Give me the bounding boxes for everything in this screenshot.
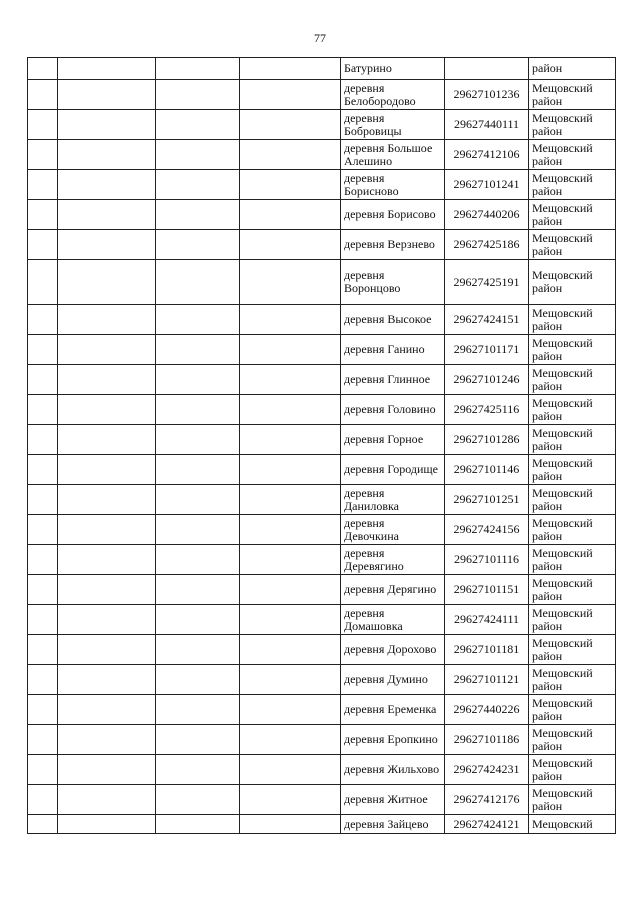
empty-cell [58, 80, 156, 110]
empty-cell [58, 605, 156, 635]
empty-cell [58, 575, 156, 605]
empty-cell [156, 80, 240, 110]
empty-cell [240, 635, 341, 665]
empty-cell [28, 815, 58, 834]
table-row [28, 200, 616, 230]
district-cell: Мещовский район [529, 110, 616, 140]
table-row [28, 58, 616, 80]
empty-cell [58, 425, 156, 455]
empty-cell [156, 305, 240, 335]
table-row [28, 635, 616, 665]
settlement-name-cell: деревня Домашовка [341, 605, 445, 635]
empty-cell [240, 725, 341, 755]
empty-cell [156, 200, 240, 230]
table-row [28, 695, 616, 725]
district-cell: Мещовский район [529, 140, 616, 170]
settlement-name-cell: деревня Большое Алешино [341, 140, 445, 170]
empty-cell [28, 605, 58, 635]
empty-cell [156, 545, 240, 575]
oktmo-code-cell: 29627101121 [445, 665, 529, 695]
empty-cell [240, 140, 341, 170]
oktmo-code-cell: 29627101116 [445, 545, 529, 575]
settlement-name-cell: деревня Борисово [341, 200, 445, 230]
empty-cell [58, 815, 156, 834]
empty-cell [28, 545, 58, 575]
empty-cell [156, 230, 240, 260]
settlement-name-cell: деревня Деревягино [341, 545, 445, 575]
empty-cell [240, 755, 341, 785]
district-cell: Мещовский район [529, 425, 616, 455]
settlement-name-cell: деревня Городище [341, 455, 445, 485]
oktmo-code-cell: 29627101146 [445, 455, 529, 485]
district-cell: Мещовский район [529, 455, 616, 485]
empty-cell [156, 815, 240, 834]
empty-cell [28, 260, 58, 305]
settlement-name-cell: деревня Ганино [341, 335, 445, 365]
empty-cell [28, 230, 58, 260]
district-cell: Мещовский район [529, 575, 616, 605]
oktmo-code-cell: 29627101186 [445, 725, 529, 755]
empty-cell [156, 58, 240, 80]
table-row [28, 815, 616, 834]
table-body [28, 58, 616, 834]
empty-cell [240, 260, 341, 305]
settlement-name-cell: деревня Высокое [341, 305, 445, 335]
empty-cell [156, 335, 240, 365]
oktmo-code-cell: 29627424111 [445, 605, 529, 635]
table-row [28, 140, 616, 170]
empty-cell [156, 140, 240, 170]
district-cell: Мещовский район [529, 395, 616, 425]
oktmo-code-cell: 29627425116 [445, 395, 529, 425]
empty-cell [58, 58, 156, 80]
table-row [28, 395, 616, 425]
empty-cell [58, 110, 156, 140]
empty-cell [58, 485, 156, 515]
oktmo-code-cell [445, 58, 529, 80]
district-cell: Мещовский район [529, 365, 616, 395]
district-cell: Мещовский район [529, 260, 616, 305]
empty-cell [28, 725, 58, 755]
empty-cell [240, 58, 341, 80]
settlement-name-cell: деревня Верзнево [341, 230, 445, 260]
empty-cell [28, 140, 58, 170]
empty-cell [28, 635, 58, 665]
empty-cell [28, 515, 58, 545]
empty-cell [58, 305, 156, 335]
settlement-name-cell: деревня Зайцево [341, 815, 445, 834]
district-cell: Мещовский район [529, 515, 616, 545]
empty-cell [156, 425, 240, 455]
district-cell: Мещовский район [529, 605, 616, 635]
empty-cell [58, 230, 156, 260]
table-row [28, 575, 616, 605]
settlement-name-cell: деревня Еропкино [341, 725, 445, 755]
district-cell: Мещовский район [529, 635, 616, 665]
empty-cell [28, 755, 58, 785]
empty-cell [156, 605, 240, 635]
oktmo-code-cell: 29627101246 [445, 365, 529, 395]
empty-cell [156, 515, 240, 545]
district-cell: Мещовский район [529, 785, 616, 815]
empty-cell [240, 365, 341, 395]
settlement-table [27, 57, 616, 834]
oktmo-code-cell: 29627101151 [445, 575, 529, 605]
empty-cell [28, 395, 58, 425]
empty-cell [58, 515, 156, 545]
empty-cell [58, 635, 156, 665]
empty-cell [240, 665, 341, 695]
table-row [28, 170, 616, 200]
empty-cell [58, 545, 156, 575]
table-row [28, 665, 616, 695]
empty-cell [156, 665, 240, 695]
oktmo-code-cell: 29627440226 [445, 695, 529, 725]
settlement-name-cell: деревня Воронцово [341, 260, 445, 305]
oktmo-code-cell: 29627101251 [445, 485, 529, 515]
oktmo-code-cell: 29627412176 [445, 785, 529, 815]
oktmo-code-cell: 29627424121 [445, 815, 529, 834]
empty-cell [58, 335, 156, 365]
empty-cell [240, 80, 341, 110]
oktmo-code-cell: 29627101181 [445, 635, 529, 665]
district-cell: Мещовский район [529, 200, 616, 230]
table-row [28, 605, 616, 635]
table-row [28, 230, 616, 260]
district-cell: Мещовский район [529, 485, 616, 515]
empty-cell [58, 665, 156, 695]
settlement-name-cell: деревня Житное [341, 785, 445, 815]
empty-cell [58, 365, 156, 395]
district-cell: район [529, 58, 616, 80]
settlement-name-cell: деревня Белобородово [341, 80, 445, 110]
settlement-name-cell: деревня Жильхово [341, 755, 445, 785]
empty-cell [28, 80, 58, 110]
empty-cell [156, 755, 240, 785]
table-row [28, 110, 616, 140]
empty-cell [240, 335, 341, 365]
district-cell: Мещовский район [529, 335, 616, 365]
oktmo-code-cell: 29627424151 [445, 305, 529, 335]
oktmo-code-cell: 29627101286 [445, 425, 529, 455]
settlement-name-cell: деревня Головино [341, 395, 445, 425]
settlement-name-cell: деревня Бобровицы [341, 110, 445, 140]
empty-cell [28, 785, 58, 815]
district-cell: Мещовский район [529, 545, 616, 575]
settlement-name-cell: деревня Дерягино [341, 575, 445, 605]
empty-cell [240, 230, 341, 260]
table-row [28, 260, 616, 305]
empty-cell [58, 260, 156, 305]
oktmo-code-cell: 29627424156 [445, 515, 529, 545]
empty-cell [240, 695, 341, 725]
settlement-name-cell: деревня Борисново [341, 170, 445, 200]
empty-cell [28, 695, 58, 725]
empty-cell [156, 575, 240, 605]
empty-cell [58, 455, 156, 485]
empty-cell [240, 425, 341, 455]
table-row [28, 365, 616, 395]
empty-cell [58, 395, 156, 425]
oktmo-code-cell: 29627440111 [445, 110, 529, 140]
empty-cell [28, 110, 58, 140]
empty-cell [240, 545, 341, 575]
district-cell: Мещовский район [529, 230, 616, 260]
empty-cell [58, 695, 156, 725]
empty-cell [28, 305, 58, 335]
empty-cell [156, 695, 240, 725]
empty-cell [28, 425, 58, 455]
empty-cell [156, 725, 240, 755]
table-row [28, 305, 616, 335]
empty-cell [156, 485, 240, 515]
empty-cell [240, 575, 341, 605]
empty-cell [240, 170, 341, 200]
empty-cell [58, 200, 156, 230]
empty-cell [28, 485, 58, 515]
empty-cell [58, 725, 156, 755]
settlement-name-cell: деревня Дорохово [341, 635, 445, 665]
district-cell: Мещовский район [529, 80, 616, 110]
district-cell: Мещовский район [529, 755, 616, 785]
settlement-name-cell: деревня Даниловка [341, 485, 445, 515]
table-row [28, 545, 616, 575]
empty-cell [240, 395, 341, 425]
empty-cell [28, 365, 58, 395]
empty-cell [240, 305, 341, 335]
table-row [28, 725, 616, 755]
oktmo-code-cell: 29627440206 [445, 200, 529, 230]
settlement-name-cell: деревня Думино [341, 665, 445, 695]
table-row [28, 755, 616, 785]
table-row [28, 80, 616, 110]
district-cell: Мещовский район [529, 170, 616, 200]
settlement-name-cell: деревня Глинное [341, 365, 445, 395]
oktmo-code-cell: 29627101171 [445, 335, 529, 365]
empty-cell [156, 635, 240, 665]
settlement-name-cell: деревня Еременка [341, 695, 445, 725]
empty-cell [156, 260, 240, 305]
table-row [28, 785, 616, 815]
empty-cell [240, 515, 341, 545]
empty-cell [240, 605, 341, 635]
empty-cell [156, 170, 240, 200]
empty-cell [58, 785, 156, 815]
empty-cell [240, 815, 341, 834]
oktmo-code-cell: 29627425191 [445, 260, 529, 305]
oktmo-code-cell: 29627412106 [445, 140, 529, 170]
oktmo-code-cell: 29627424231 [445, 755, 529, 785]
table-row [28, 335, 616, 365]
table-row [28, 485, 616, 515]
table-row [28, 425, 616, 455]
empty-cell [240, 485, 341, 515]
empty-cell [240, 785, 341, 815]
oktmo-code-cell: 29627101241 [445, 170, 529, 200]
district-cell: Мещовский район [529, 305, 616, 335]
empty-cell [156, 455, 240, 485]
district-cell: Мещовский район [529, 725, 616, 755]
empty-cell [58, 170, 156, 200]
district-cell: Мещовский район [529, 695, 616, 725]
settlement-name-cell: деревня Девочкина [341, 515, 445, 545]
empty-cell [28, 455, 58, 485]
empty-cell [156, 395, 240, 425]
empty-cell [240, 200, 341, 230]
empty-cell [58, 140, 156, 170]
empty-cell [28, 200, 58, 230]
empty-cell [156, 110, 240, 140]
district-cell: Мещовский район [529, 665, 616, 695]
district-cell: Мещовский [529, 815, 616, 834]
empty-cell [240, 110, 341, 140]
empty-cell [28, 170, 58, 200]
empty-cell [156, 365, 240, 395]
oktmo-code-cell: 29627425186 [445, 230, 529, 260]
empty-cell [58, 755, 156, 785]
oktmo-code-cell: 29627101236 [445, 80, 529, 110]
settlement-name-cell: Батурино [341, 58, 445, 80]
empty-cell [28, 575, 58, 605]
page-number: 77 [314, 31, 326, 45]
settlement-name-cell: деревня Горное [341, 425, 445, 455]
empty-cell [28, 335, 58, 365]
empty-cell [28, 665, 58, 695]
empty-cell [156, 785, 240, 815]
table-row [28, 455, 616, 485]
empty-cell [28, 58, 58, 80]
table-row [28, 515, 616, 545]
empty-cell [240, 455, 341, 485]
